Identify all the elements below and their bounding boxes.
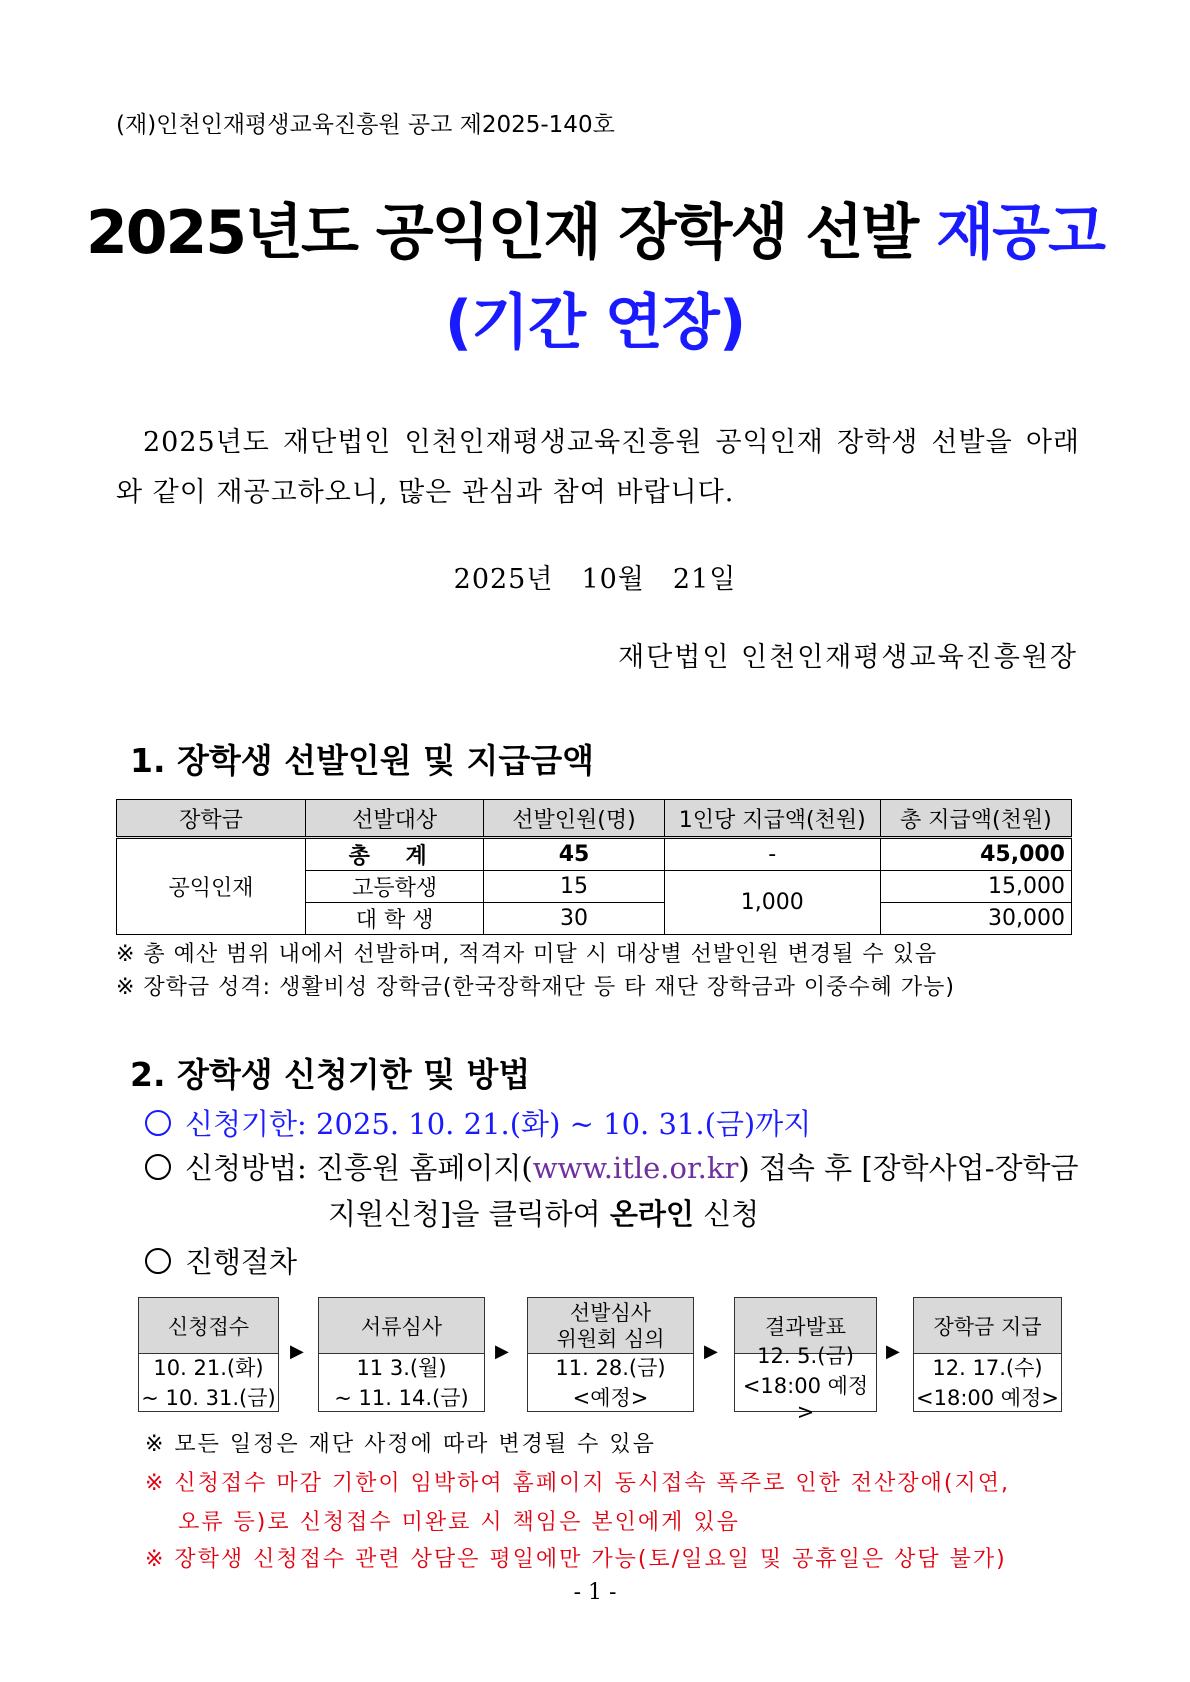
per-person-cell: - [664,838,880,871]
process-item [145,1240,297,1281]
total-cell: 30,000 [880,903,1071,935]
step-title: 서류심사 [360,1314,443,1339]
step-date-note: <예정> [572,1386,649,1410]
schedule-note: ※ 모든 일정은 재단 사정에 따라 변경될 수 있음 [145,1432,656,1457]
title-main: 2025년도 공익인재 장학생 선발 [86,198,918,268]
step-head [319,1298,484,1354]
process-step-review [318,1297,485,1412]
step-title: 선발심사 [569,1300,652,1325]
table-header-row [117,800,1072,838]
step-date: 12. 5.(금) [757,1344,854,1368]
step-title: 신청접수 [167,1314,250,1339]
count-cell: 30 [484,903,664,935]
page-subtitle: (기간 연장) [444,288,746,358]
table-header: 장학금 [117,800,306,838]
step-date: 11. 28.(금) [555,1356,666,1380]
homepage-link[interactable]: www.itle.or.kr [532,1151,739,1185]
process-label: 진행절차 [185,1245,298,1279]
step-date-note: <18:00 예정> [742,1374,869,1424]
target-cell: 총 계 [306,838,484,871]
warning-note: ※ 신청접수 마감 기한이 임박하여 홈페이지 동시접속 폭주로 인한 전산장애(지연, [145,1471,1011,1496]
method-cont-suffix: 신청 [693,1197,760,1231]
step-body [735,1344,876,1424]
circle-bullet-icon [145,1154,171,1180]
table-header: 1인당 지급액(천원) [664,800,880,838]
arrow-right-icon: ▶ [704,1341,718,1362]
period-item [145,1102,811,1143]
table-header: 선발대상 [306,800,484,838]
arrow-right-icon: ▶ [495,1341,509,1362]
step-title: 결과발표 [764,1314,847,1339]
page-number: - 1 - [573,1580,617,1605]
step-body [319,1354,484,1410]
table-row [117,838,1072,871]
method-continuation [328,1192,759,1233]
process-step-committee [527,1297,694,1412]
count-cell: 15 [484,871,664,903]
per-person-cell: 1,000 [664,871,880,935]
period-text: 신청기한: 2025. 10. 21.(화) ~ 10. 31.(금)까지 [185,1107,812,1141]
step-date: 11 3.(월) [356,1356,447,1380]
warning-note-cont: 오류 등)로 신청접수 미완료 시 책임은 본인에게 있음 [178,1510,740,1535]
circle-bullet-icon [145,1248,171,1274]
table-note: ※ 총 예산 범위 내에서 선발하며, 적격자 미달 시 대상별 선발인원 변경될 수 있음 [116,942,938,967]
step-head [914,1298,1061,1354]
step-title-line2: 위원회 심의 [556,1326,665,1351]
step-body [914,1354,1061,1410]
step-body [528,1354,693,1410]
title-highlight: 재공고 [936,198,1104,268]
page-title [0,185,1190,271]
table-note: ※ 장학금 성격: 생활비성 장학금(한국장학재단 등 타 재단 장학금과 이중수혜 가능) [116,975,956,1000]
quota-table [116,799,1072,935]
arrow-right-icon: ▶ [290,1341,304,1362]
step-title: 장학금 지급 [933,1314,1042,1339]
online-label: 온라인 [609,1197,694,1231]
target-cell: 고등학생 [306,871,484,903]
notice-date [0,557,1190,596]
date-day: 21일 [672,564,737,595]
process-step-result [734,1297,877,1424]
step-body [139,1354,278,1410]
step-date-note: <18:00 예정> [916,1386,1059,1410]
table-header: 선발인원(명) [484,800,664,838]
date-month: 10월 [581,564,645,595]
step-date: 10. 21.(화) [153,1356,264,1380]
method-item [145,1146,1079,1187]
process-step-apply [138,1297,279,1412]
table-header: 총 지급액(천원) [880,800,1071,838]
date-year: 2025년 [453,564,554,595]
intro-paragraph: 2025년도 재단법인 인천인재평생교육진흥원 공익인재 장학생 선발을 아래와 같이 재공고하오니, 많은 관심과 참여 바랍니다. [116,427,1080,508]
method-suffix: ) 접속 후 [장학사업-장학금 [738,1151,1079,1185]
target-cell: 대 학 생 [306,903,484,935]
step-head [528,1298,693,1354]
step-date-end: ~ 11. 14.(금) [334,1386,469,1410]
count-cell: 45 [484,838,664,871]
total-cell: 45,000 [880,838,1071,871]
method-prefix: 신청방법: 진흥원 홈페이지( [185,1151,533,1185]
step-date-end: ~ 10. 31.(금) [141,1386,276,1410]
notice-number: (재)인천인재평생교육진흥원 공고 제2025-140호 [116,112,615,138]
section2-title: 2. 장학생 신청기한 및 방법 [130,1055,531,1094]
consultation-note: ※ 장학생 신청접수 관련 상담은 평일에만 가능(토/일요일 및 공휴일은 상담 불가) [145,1547,1007,1572]
scholarship-name: 공익인재 [117,838,306,935]
step-head [139,1298,278,1354]
method-cont-prefix: 지원신청]을 클릭하여 [328,1197,610,1231]
step-date: 12. 17.(수) [932,1356,1043,1380]
circle-bullet-icon [145,1110,171,1136]
arrow-right-icon: ▶ [886,1341,900,1362]
process-step-payment [913,1297,1062,1412]
total-cell: 15,000 [880,871,1071,903]
issuer: 재단법인 인천인재평생교육진흥원장 [618,642,1078,673]
section1-title: 1. 장학생 선발인원 및 지급금액 [130,741,594,780]
